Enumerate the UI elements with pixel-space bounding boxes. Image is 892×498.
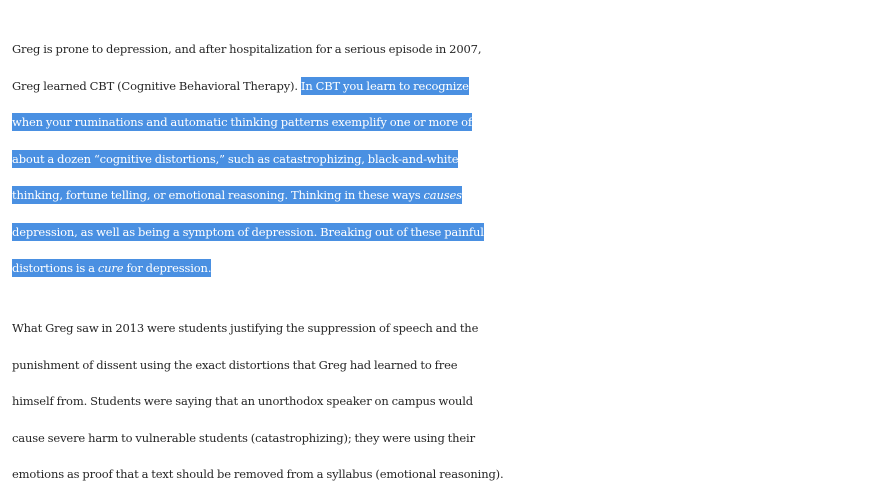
text-run: thinking, fortune telling, or emotional reasoning. Thinking in these ways [12,188,424,202]
text-line: punishment of dissent using the exact distortions that Greg had learned to free [12,357,458,372]
text-line [12,214,892,251]
text-line: cause severe harm to vulnerable students (catastrophizing); they were using their [12,430,475,445]
text-run: distortions is a [12,261,98,275]
text-line: emotions as proof that a text should be removed from a syllabus (emotional reasoning). [12,467,504,481]
selected-text[interactable]: when your ruminations and automatic thinking patterns exemplify one or more of [12,115,472,129]
text-line: What Greg saw in 2013 were students justifying the suppression of speech and the [12,321,479,335]
text-line [12,31,892,68]
text-line [12,250,892,287]
text-line [12,141,892,178]
emphasis-text: causes [423,188,462,202]
text-line: himself from. Students were saying that an unorthodox speaker on campus would [12,394,474,408]
selected-text[interactable]: about a dozen “cognitive distortions,” such as catastrophizing, black-and-white [12,151,459,166]
selected-text[interactable]: depression, as well as being a symptom of depression. Breaking out of these painful [12,224,484,239]
text-run: Greg learned CBT (Cognitive Behavioral Therapy). [12,78,301,93]
paragraph-greg-2013 [12,310,892,493]
text-line [12,68,892,105]
text-run: Greg is prone to depression, and after hospitalization for a serious episode in 2007, [12,42,482,56]
text-line [12,177,892,214]
selected-text[interactable] [12,259,211,277]
selected-text[interactable] [12,186,462,204]
paragraph-cbt [12,31,892,287]
text-run: for depression. [123,261,212,275]
emphasis-text: cure [97,261,124,275]
selected-text[interactable]: In CBT you learn to recognize [300,78,469,93]
text-line [12,104,892,141]
